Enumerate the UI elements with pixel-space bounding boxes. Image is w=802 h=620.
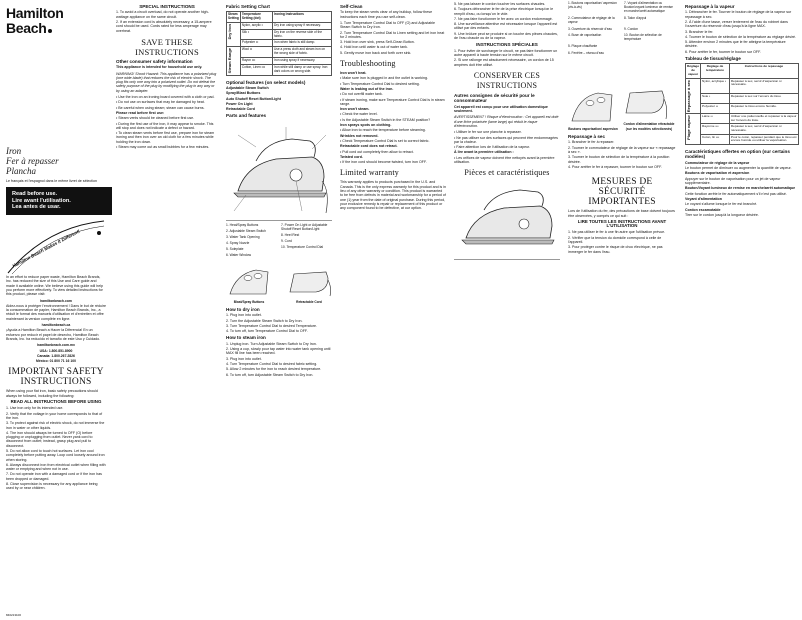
list-item: Cordon escamotable	[685, 207, 721, 212]
self-clean-title: Self-Clean	[340, 4, 363, 9]
fabric-chart-column	[223, 0, 335, 620]
list-item: 2. Si une rallonge est absolument nécessaire, un cordon de 15 ampères doit être utilisé.	[454, 58, 554, 67]
list-item: 4. Pour arrêter le fer à repasser, tourner le bouton sur OFF.	[568, 164, 662, 169]
fr-special-title: INSTRUCTIONS SPÉCIALES	[476, 42, 538, 48]
table-header-row	[227, 12, 332, 23]
fabric-name: Laine	[702, 113, 710, 118]
read-before-banner	[6, 187, 112, 215]
list-item: 2. Tourner le commutateur de réglage de la vapeur sur « repassage à sec ».	[568, 145, 676, 155]
french-parts-column	[565, 0, 679, 620]
list-item: • Utiliser le fer sur une planche à repasser.	[454, 130, 522, 135]
list-item: 9. Cordon	[624, 26, 638, 31]
table-header: Ironing Instructions	[273, 12, 332, 23]
cover-column	[0, 0, 112, 620]
list-item: 7. Voyant d'alimentation ou Bouton/voyant lumineux de remise en marche/arrêt automatique	[624, 1, 673, 13]
figure-caption: Blast/Spray Buttons	[233, 299, 265, 304]
temp-dots: •	[724, 78, 727, 83]
list-item: 4. Tourner le bouton de sélection de la température au réglage désiré.	[685, 34, 797, 39]
phone-mexico: México: 01 800 71 16 100	[36, 359, 76, 364]
list-item: 2. À l'aide d'une tasse, verser lentement de l'eau du robinet dans l'ouverture du réservoir d'eau jusqu'à la ligne MAX.	[685, 20, 788, 29]
list-item: Wrinkles not removed.	[340, 133, 379, 138]
list-item: • Steam vents should be cleaned before first use.	[116, 116, 195, 121]
list-item: Twisted cord.	[340, 154, 363, 159]
phone-usa: USA: 1.800.851.8900	[39, 348, 73, 353]
fabric-name: Nylon, acrylique	[702, 78, 725, 83]
list-item: 3. Ouverture du réservoir d'eau	[568, 26, 613, 31]
fr-important-title: MESURES DE SÉCURITÉ IMPORTANTES	[588, 177, 656, 208]
table-row	[686, 78, 799, 93]
fr-read-list	[568, 230, 676, 253]
features-list	[226, 86, 332, 111]
consumer-intro: This appliance is intended for household use only.	[116, 65, 203, 70]
list-item: 1. Débrancher le fer. Tourner le bouton de réglage de la vapeur sur repassage à sec.	[685, 10, 792, 19]
fr-dry-iron-title: Repassage à sec	[568, 134, 606, 140]
fabric-instruction: Iron while still damp or use spray. Iron dark colors on wrong side.	[273, 64, 332, 75]
fabric-instruction: Iron when fabric is still damp.	[273, 40, 332, 47]
important-safety-title: IMPORTANT SAFETY INSTRUCTIONS	[8, 367, 104, 388]
fabric-name: Cotton, Linen	[241, 64, 261, 69]
save-instructions-title: SAVE THESE INSTRUCTIONS	[135, 36, 199, 57]
dry-iron-steps	[226, 313, 332, 333]
list-item: Le voyant s'allume lorsque le fer est branché.	[685, 202, 758, 207]
table-row	[686, 124, 799, 134]
list-item: 1. Brancher le fer à repasser.	[568, 140, 615, 145]
table-row	[686, 113, 799, 123]
brand-name: Hamilton Beach	[6, 5, 64, 36]
spray-buttons-icon	[568, 85, 616, 125]
list-item: Auto Shutoff Reset Button/Light	[226, 96, 281, 101]
parts-title: Parts and features	[226, 113, 267, 119]
swoosh-slogan: Hamilton Beach Makes It Different!	[11, 228, 81, 269]
list-item: 3. Tourner le bouton de sélection de la température à la position désirée.	[568, 155, 670, 164]
fabric-name: Polyester	[702, 103, 715, 108]
banner-es: Lea antes de usar.	[12, 204, 61, 211]
list-item: 3. Hold iron over sink, press Self-Clean Button.	[340, 40, 415, 45]
fabric-instruction: Dry iron on the reverse side of the fabric.	[273, 29, 332, 40]
table-header: Réglage de vapeur	[686, 64, 701, 78]
title-fr: Fer à repasser	[6, 156, 59, 166]
fr-warning: AVERTISSEMENT ! Risque d'électrocution : Cet appareil est doté d'une fiche polarisée (lame large) qui réduit le risque d'électrocution.	[454, 115, 559, 128]
iron-illustration-icon	[226, 121, 332, 221]
intro-fr: Aidez-nous à protéger l'environnement ! Dans le but de réduire la consommation de papier, Hamilton Beach Brands, Inc., a réduit le format des manuels d'utilisation et d'entretien et offre maintenant la version complète en ligne.	[6, 303, 106, 321]
fabric-instruction: Repasser à sec sur l'envers du tissu.	[729, 93, 798, 103]
safety-list	[6, 406, 106, 490]
consumer-bullets	[116, 95, 218, 149]
list-item: 9. Cord	[281, 238, 292, 243]
table-row	[227, 40, 332, 47]
banner-en: Read before use.	[12, 191, 58, 198]
list-item: • Make sure iron is plugged in and the outlet is working.	[340, 76, 428, 81]
feature-figures	[226, 262, 332, 304]
list-item: 10. Temperature Control Dial	[281, 244, 324, 249]
fr-special-list	[454, 49, 560, 67]
temp-dots: •••	[261, 64, 266, 69]
figure-caption: Boutons vaporisation/ aspersion	[568, 126, 618, 131]
fr-iron-diagram	[454, 180, 560, 260]
list-item: 8. Close supervision is necessary for any appliance being used by or near children.	[6, 482, 98, 491]
intro-en: In an effort to reduce paper waste, Hamilton Beach Brands, Inc. has reduced the size of this Use and Care guide and made it available online. We believe using this guide will help you perform more effectively. To view detailed instructions for this product, please visit:	[6, 275, 104, 297]
list-item: • Do not use on surfaces that may be damaged by heat.	[116, 100, 205, 105]
list-item: 1. Heat/Spray Buttons	[226, 222, 259, 227]
url-en[interactable]: hamiltonbeach.com	[40, 298, 72, 303]
list-item: • Use the iron on an ironing board covered with a cloth or pad.	[116, 95, 215, 100]
fr-fabric-title: Tableau de tissus/réglage	[685, 56, 741, 62]
fabric-instruction: Iron using spray if necessary.	[273, 57, 332, 64]
fabric-instruction: Repasser le tissu encore humide.	[729, 103, 798, 113]
list-item: • Check the water level.	[340, 112, 378, 117]
fabric-name: Polyester	[241, 40, 256, 45]
troubleshooting-title: Troubleshooting	[340, 59, 396, 69]
temp-dots: •	[709, 93, 711, 98]
list-item: 6. Toujours débrancher le fer de la prise électrique lorsqu'on le remplit d'eau, ou lorsqu'on le vide.	[454, 7, 554, 16]
list-item: À lire avant la première utilisation :	[454, 150, 514, 155]
fabric-name: Soie	[702, 93, 709, 98]
list-item: • Do not overfill water tank.	[340, 92, 383, 97]
fabric-name: Rayon	[241, 57, 252, 62]
fabric-instruction: Pour le coton, repasser pendant que le tissu est encore humide ou utiliser la vaporisation.	[729, 134, 798, 144]
figure-caption: Cordon d'alimentation rétractable (sur les modèles sélectionnés)	[623, 122, 675, 131]
list-item: • Check Temperature Control Dial is set to correct fabric.	[340, 138, 430, 143]
list-item: Spray/Blast Buttons	[226, 91, 261, 96]
fr-other-intro: Cet appareil est conçu pour une utilisation domestique seulement.	[454, 104, 548, 114]
temp-dots: •	[247, 29, 249, 34]
list-item: • Is the Adjustable Steam Switch in the STEAM position?	[340, 117, 431, 122]
list-item: 5. Soleplate	[226, 246, 244, 251]
list-item: 4. The iron should always be turned to OFF (O) before plugging or unplugging from outlet. Never yank cord to disconnect from outlet; instead, grasp plug and pull to disconnect.	[6, 430, 93, 448]
steam-iron-title: How to steam iron	[226, 335, 266, 341]
list-item: Tirer sur le cordon jusqu'à la longueur désirée.	[685, 212, 759, 217]
list-item: 1. Ne pas utiliser le fer à une fin autre que l'utilisation prévue.	[568, 230, 666, 235]
list-item: 1. Use iron only for its intended use.	[6, 406, 64, 411]
list-item: 2. Vérifier que la tension du domicile correspond à celle de l'appareil.	[568, 235, 662, 245]
table-row	[686, 134, 799, 144]
list-item: 1. Turn Temperature Control Dial to OFF (O) and Adjustable Steam Switch to Dry Iron.	[340, 21, 436, 30]
spray-buttons-icon	[226, 264, 272, 298]
list-item: 6. Pour arrêter le fer, tourner le bouton sur OFF.	[685, 49, 761, 54]
special-instructions-column	[113, 0, 221, 620]
fr-read-all-heading: LIRE TOUTES LES INSTRUCTIONS AVANT L'UTILISATION	[577, 218, 667, 229]
list-item: 1. Unplug iron. Turn Adjustable Steam Switch to Dry Iron.	[226, 341, 317, 346]
list-item: 4. Spray Nozzle	[226, 240, 250, 245]
group-label: Repassage à sec	[686, 79, 691, 112]
list-item: 1. To avoid a circuit overload, do not operate another high-wattage appliance on the same circuit.	[116, 10, 209, 19]
fabric-chart-title: Fabric Setting Chart	[226, 4, 270, 9]
phone-canada: Canada: 1.800.267.2826	[37, 353, 75, 358]
list-item: 1. Plug iron into outlet.	[226, 313, 262, 318]
dry-iron-title: How to dry iron	[226, 306, 260, 312]
troubleshooting-list	[340, 71, 446, 164]
fabric-name: Wool	[241, 47, 250, 52]
list-item: • Faire attention lors de l'utilisation de la vapeur.	[454, 145, 531, 150]
important-intro: When using your flat iron, basic safety precautions should always be followed, including the following:	[6, 389, 98, 398]
list-item: Boutons de vaporisation et aspersion	[685, 171, 750, 176]
cover-subtitle: Le français et l'espagnol dans le même livret de sélection	[6, 179, 97, 183]
list-item: 4. To turn off, turn Temperature Control Dial to OFF.	[226, 329, 308, 334]
special-list	[116, 10, 218, 32]
table-header: Réglage de température	[701, 64, 730, 78]
temp-dots: ••	[710, 113, 713, 118]
list-item: 2. Turn the Adjustable Steam Switch to Dry Iron.	[226, 318, 303, 323]
table-row	[686, 93, 799, 103]
list-item: 4. Hold iron until water is out of water tank.	[340, 45, 408, 50]
iron-diagram	[226, 121, 332, 221]
list-item: 6. Fenêtre – niveau d'eau	[568, 51, 605, 56]
iron-illustration-icon	[454, 180, 560, 260]
list-item: 2. Commutateur de réglage de la vapeur	[568, 15, 615, 24]
self-clean-steps	[340, 21, 446, 55]
consumer-title: Other consumer safety information	[116, 58, 193, 64]
table-row	[686, 103, 799, 113]
list-item: 9. Une brûlure peut se produire si on touche des pièces chaudes, de l'eau chaude ou de la vapeur.	[454, 31, 558, 41]
url-es[interactable]: hamiltonbeach.com.mx	[37, 343, 75, 348]
list-item: Iron won't heat.	[340, 71, 367, 76]
table-row	[227, 57, 332, 64]
french-instructions-column	[451, 0, 563, 620]
warranty-title: Limited warranty	[340, 168, 399, 178]
fr-other-title: Autres consignes de sécurité pour le consommateur	[454, 92, 535, 104]
title-en: Iron	[6, 146, 22, 156]
list-item: 5. Plaque chauffante	[568, 44, 598, 49]
temp-dots: •••	[715, 124, 719, 129]
fabric-instruction: Repasser à sec, servir d'aspersion si nécessaire.	[729, 124, 798, 134]
logo-dot-icon	[48, 29, 52, 33]
table-header: Instructions de repassage	[729, 64, 798, 78]
list-item: Voyant d'alimentation	[685, 196, 722, 201]
fr-parts-title: Pièces et caractéristiques	[464, 168, 550, 178]
fr-steam-title: Repassage à la vapeur	[685, 4, 735, 9]
fr-bullets	[454, 130, 560, 164]
list-item: 3. Turn Temperature Control Dial to desired Temperature.	[226, 323, 317, 328]
list-item: Appuyer sur le bouton de vaporisation pour un jet de vapeur supplémentaire.	[685, 176, 781, 186]
list-item: 5. Do not allow cord to touch hot surfaces. Let iron cool completely before putting away. Loop cord loosely around iron when storing.	[6, 448, 105, 462]
list-item: 7. Ne pas faire fonctionner le fer avec un cordon endommagé.	[454, 16, 553, 21]
list-item: 6. To turn off, turn Adjustable Steam Switch to Dry Iron.	[226, 372, 314, 377]
document-code: 840213100	[6, 612, 22, 617]
table-row	[227, 23, 332, 30]
parts-list	[226, 223, 332, 259]
list-item: Water is leaking out of the iron.	[340, 86, 394, 91]
list-item: Iron won't steam.	[340, 107, 370, 112]
list-item: 3. To protect against risk of electric shock, do not immerse the iron in water or other liquids.	[6, 421, 105, 430]
list-item: Please read before first use:	[116, 110, 165, 115]
list-item: 7. Do not operate iron with a damaged cord or if the iron has been dropped or damaged.	[6, 472, 102, 481]
list-item: 8. Une surveillance attentive est nécessaire lorsque l'appareil est utilisé par des enfants.	[454, 22, 558, 31]
list-item: 5. Ne pas laisser le cordon toucher les surfaces chaudes.	[454, 2, 546, 6]
table-row	[227, 29, 332, 40]
list-item: • Allow iron to reach the temperature before steaming.	[340, 128, 426, 133]
table-row	[227, 64, 332, 75]
temp-dots: •••	[251, 57, 256, 62]
list-item: 6. Water Window	[226, 252, 251, 257]
list-item: • Pull cord out completely then allow to retract.	[340, 149, 414, 154]
list-item: Commutateur de réglage de la vapeur	[685, 160, 750, 165]
list-item: Power On Light	[226, 101, 253, 106]
self-clean-column	[337, 0, 449, 620]
list-item: 5. Attendre environ 2 minutes que le fer atteigne la température désirée.	[685, 40, 786, 49]
fr-dry-steps	[568, 140, 676, 169]
table-header-row	[686, 64, 799, 78]
fabric-name: Coton, lin	[702, 134, 716, 139]
list-item: • Steam may come out as small bubbles for a few minutes.	[116, 145, 210, 150]
temp-dots: ••	[715, 103, 718, 108]
list-item: 3. Water Tank Opening	[226, 234, 260, 239]
list-item: 2. Using a cup, slowly pour tap water into water tank opening until MAX fill line has been reached.	[226, 347, 331, 356]
list-item: Retractable cord does not retract.	[340, 144, 398, 149]
list-item: Bouton/Voyant lumineux de remise en marche/arrêt automatique	[685, 186, 796, 191]
group-label: Plage vapeur	[686, 114, 691, 140]
temp-dots: ••	[256, 40, 259, 45]
list-item: 3. Brancher le fer.	[685, 29, 714, 34]
list-item: 8. Talon d'appui	[624, 15, 647, 20]
fr-steps	[454, 2, 560, 40]
fr-save-title: CONSERVER CES INSTRUCTIONS	[473, 70, 541, 90]
warning-text: WARNING! Shock Hazard: This appliance has a polarized plug (one wide blade) that reduces the risk of electric shock. The plug fits only one way into a polarized outlet. Do not defeat the safety purpose of the plug by modifying the plug in any way or by using an adapter.	[116, 71, 217, 93]
list-item: • If the iron cord should become twisted, turn iron OFF.	[340, 160, 427, 165]
title-es: Plancha	[6, 166, 36, 176]
list-item: 8. Heel Rest	[281, 232, 300, 237]
read-all-heading: READ ALL INSTRUCTIONS BEFORE USING	[10, 399, 102, 405]
temp-dots: ••	[249, 47, 253, 52]
list-item: Cette fonction arrête le fer automatiquement s'il n'est pas utilisé.	[685, 191, 787, 196]
list-item: 4. Turn Temperature Control Dial to desired fabric setting.	[226, 362, 318, 367]
fr-options-list	[685, 161, 799, 217]
url-fr[interactable]: hamiltonbeach.ca	[41, 323, 71, 328]
table-header: Steam Setting	[227, 12, 241, 23]
intro-es: ¡Ayuda a Hamilton Beach a Hacer la Diferencia! En un esfuerzo por reducir el papel de desecho, Hamilton Beach Brands, Inc. ha reducido el tamaño de este Uso y Cuidado.	[6, 328, 101, 341]
table-row	[227, 47, 332, 58]
list-item: 7. Power On Light or Adjustable Shutoff Reset Button/Light	[281, 222, 328, 231]
french-steam-column	[681, 0, 802, 620]
list-item: • To clean steam vents before first use, prepare iron for steam ironing and then iron over an old cloth for a few minutes while holding the iron down.	[116, 131, 215, 144]
list-item: 6. Always disconnect iron from electrical outlet when filling with water or emptying and when not in use.	[6, 462, 106, 472]
fr-important-intro: Lors de l'utilisation du fer, des précautions de base doivent toujours être observées, y compris ce qui suit :	[568, 209, 675, 218]
fabric-chart-table	[226, 11, 332, 75]
list-item: • Ne pas utiliser sur des surfaces qui peuvent être endommagées par la chaleur.	[454, 135, 558, 144]
fr-feature-figures	[568, 61, 676, 131]
fabric-name: Nylon, acrylic	[241, 23, 261, 27]
list-item: 1. Pour éviter de surcharger le circuit, ne pas faire fonctionner un autre appareil à haute tension sur le même circuit.	[454, 48, 558, 58]
fabric-instruction: Repasser à sec, servir d'aspersion si nécessaire.	[729, 78, 798, 93]
list-item: 5. Allow 2 minutes for the iron to reach desired temperature.	[226, 367, 322, 372]
fabric-instruction: Dry iron using spray if necessary.	[273, 23, 332, 30]
special-title: SPECIAL INSTRUCTIONS	[139, 4, 195, 9]
fr-steam-steps	[685, 10, 799, 54]
fr-fabric-table	[685, 63, 799, 145]
temp-dots: •	[261, 23, 263, 27]
list-item: 2. If an extension cord is absolutely necessary, a 15-ampere cord should be used. Cords rated for less amperage may overheat.	[116, 20, 212, 33]
list-item: 2. Verify that the voltage in your home corresponds to that of the iron.	[6, 411, 103, 420]
list-item: • During the first use of the iron, it may appear to smoke. This will stop and does not indicate a defect or hazard.	[116, 121, 214, 130]
fr-options-title: Caractéristiques offertes en option (sur certains modèles)	[685, 149, 790, 160]
retractable-cord-icon	[622, 81, 670, 121]
list-item: • If steam ironing, make sure Temperature Control Dial is in steam range.	[340, 97, 445, 106]
list-item: 4. Buse de vaporisation	[568, 33, 602, 38]
steam-iron-steps	[226, 342, 332, 377]
list-item: • Be careful when using steam; steam can cause burns.	[116, 105, 205, 110]
list-item: 10. Bouton de sélection de température	[624, 33, 662, 42]
brand-logo	[6, 6, 106, 36]
brand-swoosh	[6, 217, 106, 275]
features-title: Optional features (on select models)	[226, 79, 306, 85]
list-item: Le bouton permet de diminuer ou augmenter la quantité de vapeur.	[685, 166, 792, 171]
figure-caption: Retractable Cord	[296, 299, 322, 304]
fabric-name: Rayonne	[702, 124, 715, 129]
list-item: 2. Turn Temperature Control Dial to Linen setting and let iron heat for 2 minutes.	[340, 30, 445, 39]
list-item: 3. Pour protéger contre le risque de choc électrique, ne pas immerger le fer dans l'eau.	[568, 245, 663, 254]
fabric-name: Silk	[241, 29, 247, 34]
list-item: 5. Gently move iron back and forth over sink.	[340, 50, 412, 55]
list-item: • Les orifices de vapeur doivent être nettoyés avant la première utilisation.	[454, 155, 555, 165]
fabric-instruction: Utiliser une pattemouille et repasser à la vapeur sur l'envers du tissu.	[729, 113, 798, 123]
group-label: Steam Range	[227, 48, 232, 74]
temp-dots: •••	[716, 134, 720, 139]
list-item: 1. Boutons vaporisation/ aspersion (vis-à-vis)	[568, 1, 617, 9]
fabric-instruction: Use a press cloth and steam iron on the wrong side of fabric.	[273, 47, 332, 58]
table-header: Temperature Setting (dot)	[240, 12, 272, 23]
retractable-cord-icon	[286, 264, 332, 298]
list-item: 2. Adjustable Steam Switch	[226, 228, 266, 233]
warranty-text: This warranty applies to products purchased in the U.S. and Canada. This is the only express warranty for this product and is in lieu of any other warranty or condition. This product is warranted to be free from defects in material and workmanship for a period of one (1) year from the date of original purchase. During this period, your exclusive remedy is repair or replacement of this product or any component found to be defective, at our option.	[340, 180, 447, 211]
list-item: Iron sprays spots on clothing.	[340, 123, 392, 128]
list-item: 3. Plug iron into outlet.	[226, 356, 262, 361]
self-clean-intro: To keep the steam vents clear of any buildup, follow these instructions each time you use self-clean.	[340, 10, 433, 19]
banner-fr: Lire avant l'utilisation.	[12, 197, 71, 204]
fr-parts-list	[568, 2, 676, 58]
list-item: Retractable Cord	[226, 107, 255, 112]
list-item: • Turn Temperature Control Dial to desired setting.	[340, 81, 420, 86]
product-titles	[6, 146, 106, 176]
list-item: Adjustable Steam Switch	[226, 85, 269, 90]
group-label: Dry Iron	[227, 24, 232, 40]
